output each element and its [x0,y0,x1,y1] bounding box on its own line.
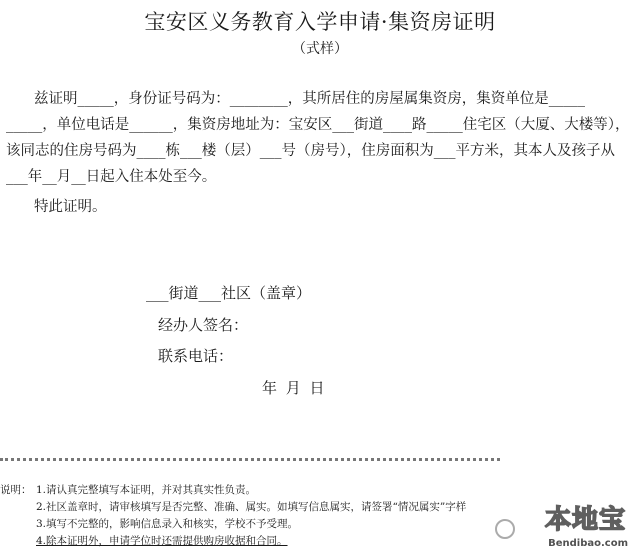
date-line: 年 月 日 [262,379,327,397]
logo-url: Bendibao.com [548,538,628,549]
office-stamp-line: ___街道___社区（盖章） [146,284,312,302]
dotted-divider [0,458,500,467]
note-item: 1.请认真完整填写本证明，并对其真实性负责。 [36,484,257,496]
document-subtitle: （式样） [292,41,348,57]
notes-label: 说明： [0,484,32,496]
note-item: 2.社区盖章时，请审核填写是否完整、准确、属实。如填写信息属实，请签署“情况属实”字样 [36,501,467,513]
logo-text: 本地宝 [544,505,626,535]
certificate-closing: 特此证明。 [34,199,107,215]
document-title: 宝安区义务教育入学申请·集资房证明 [144,10,496,34]
certificate-paragraph: 兹证明_____，身份证号码为：________，其所居住的房屋属集资房，集资单位是_____ _____，单位电话是______，集资房地址为：宝安区___街道____路_____住宅区（大厦、大楼等），该同志的住房号码为____栋___楼（层）___号（房号），住房面积为___平方米，其本人及孩子从___年__月__日起入住本处至今。 [6,91,630,185]
note-item: 4.除本证明外，申请学位时还需提供购房收据和合同。 [36,535,288,547]
watermark-logo [520,497,632,549]
note-item: 3.填写不完整的，影响信息录入和核实，学校不予受理。 [36,518,299,530]
contact-phone-label: 联系电话： [158,347,234,365]
watermark-badge-icon [495,519,515,539]
handler-signature-label: 经办人签名： [158,316,249,334]
certificate-body [6,86,632,220]
